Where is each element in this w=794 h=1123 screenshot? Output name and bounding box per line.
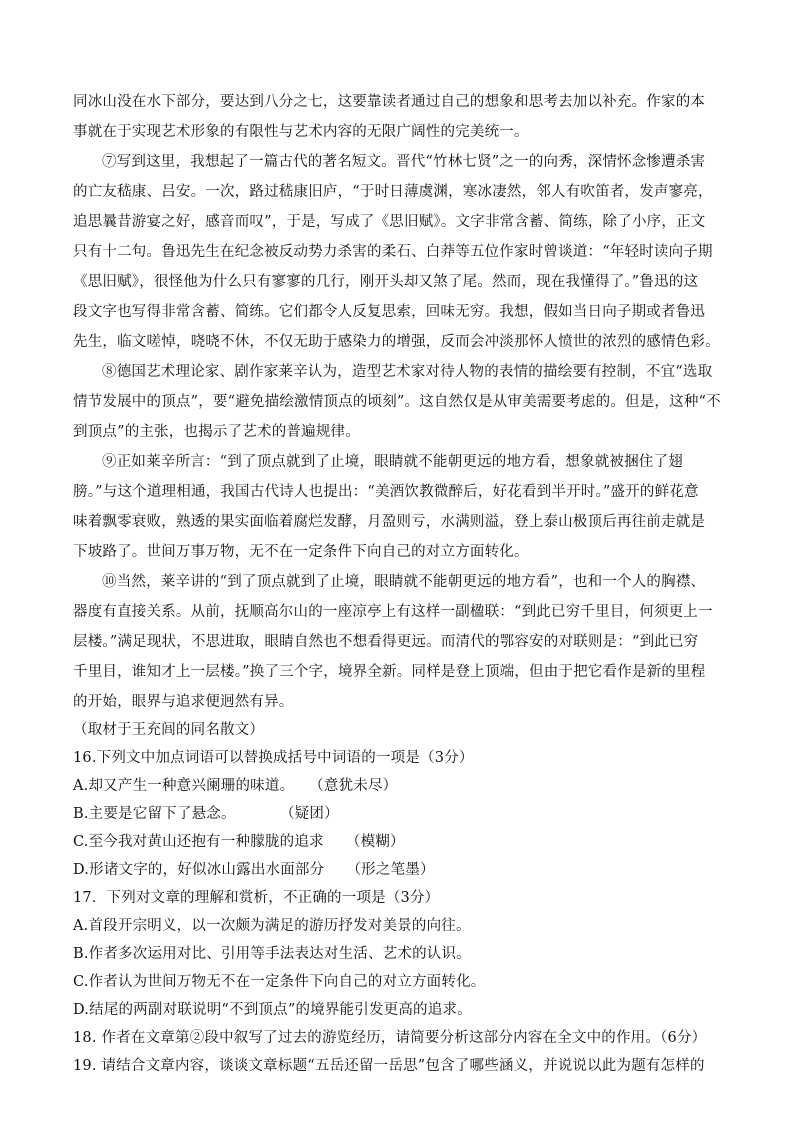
question-17: 17．下列对文章的理解和赏析，不正确的一项是（3分） bbox=[73, 890, 440, 906]
option-17-c: C.作者认为世间万物无不在一定条件下向自己的对立方面转化。 bbox=[73, 974, 486, 990]
text-line: 下坡路了。世间万事万物，无不在一定条件下向自己的对立方面转化。 bbox=[73, 544, 529, 560]
question-18: 18. 作者在文章第②段中叙写了过去的游览经历，请简要分析这部分内容在全文中的作用。（6分） bbox=[73, 1030, 707, 1046]
text-line: 先生，临文嗟悼，哓哓不休，不仅无助于感染力的增强，反而会冲淡那怀人愤世的浓烈的感情色彩。 bbox=[73, 334, 720, 350]
paragraph-8-start: ⑧德国艺术理论家、剧作家莱辛认为，造型艺术家对待人物的表情的描绘要有控制，不宜“选取 bbox=[102, 364, 713, 380]
paragraph-9-start: ⑨正如莱辛所言：“到了顶点就到了止境，眼睛就不能朝更远的地方看，想象就被捆住了翅 bbox=[102, 454, 683, 470]
text-line: 的开始，眼界与追求便迥然有异。 bbox=[73, 694, 294, 710]
paragraph-7-start: ⑦写到这里，我想起了一篇古代的著名短文。晋代“竹林七贤”之一的向秀，深情怀念惨遭杀害 bbox=[102, 154, 706, 170]
option-17-d: D.结尾的两副对联说明“不到顶点”的境界能引发更高的追求。 bbox=[73, 1002, 472, 1018]
text-line: 事就在于实现艺术形象的有限性与艺术内容的无限广阔性的完美统一。 bbox=[73, 124, 529, 140]
option-16-b: B.主要是它留下了悬念。 （疑团） bbox=[73, 806, 339, 822]
text-line: 《思旧赋》，很怪他为什么只有寥寥的几行，刚开头却又煞了尾。然而，现在我懂得了。”鲁迅的这 bbox=[73, 274, 699, 290]
text-line: 味着飘零衰败，熟透的果实面临着腐烂发酵，月盈则亏，水满则溢，登上泰山极顶后再往前走就是 bbox=[73, 514, 706, 530]
paragraph-10-start: ⑩当然，莱辛讲的“到了顶点就到了止境，眼睛就不能朝更远的地方看”，也和一个人的胸襟、 bbox=[102, 574, 706, 590]
text-line: 器度有直接关系。从前，抚顺高尔山的一座凉亭上有这样一副楹联：“到此已穷千里目，何须更上一 bbox=[73, 604, 713, 620]
text-line: 情节发展中的顶点”，要“避免描绘激情顶点的顷刻”。这自然仅是从审美需要考虑的。但是，这种“不 bbox=[73, 394, 721, 410]
question-19: 19. 请结合文章内容，谈谈文章标题“五岳还留一岳思”包含了哪些涵义，并说说以此为题有怎样的 bbox=[73, 1058, 705, 1074]
text-line: 层楼。”满足现状，不思进取，眼睛自然也不想看得更远。而清代的鄂容安的对联则是：“到此已穷 bbox=[73, 634, 699, 650]
text-line: 的亡友嵇康、吕安。一次，路过嵇康旧庐，“于时日薄虞渊，寒冰凄然，邻人有吹笛者，发声寥亮， bbox=[73, 184, 713, 200]
option-16-c: C.至今我对黄山还抱有一种朦胧的追求 （模糊） bbox=[73, 834, 405, 850]
source-note: （取材于王充闾的同名散文） bbox=[73, 722, 265, 738]
text-line: 到顶点”的主张，也揭示了艺术的普遍规律。 bbox=[73, 424, 360, 440]
text-line: 追思曩昔游宴之好，感音而叹”，于是，写成了《思旧赋》。文字非常含蓄、简练，除了小序，正文 bbox=[73, 214, 706, 230]
text-line: 只有十二句。鲁迅先生在纪念被反动势力杀害的柔石、白莽等五位作家时曾谈道：“年轻时读向子期 bbox=[73, 244, 713, 260]
text-line: 千里目，谁知才上一层楼。”换了三个字，境界全新。同样是登上顶端，但由于把它看作是新的里程 bbox=[73, 664, 706, 680]
text-line: 膀。”与这个道理相通，我国古代诗人也提出：“美酒饮教微醉后，好花看到半开时。”盛开的鲜花意 bbox=[73, 484, 699, 500]
text-line: 段文字也写得非常含蓄、简练。它们都令人反复思索，回味无穷。我想，假如当日向子期或者鲁迅 bbox=[73, 304, 706, 320]
option-16-d: D.形诸文字的，好似冰山露出水面部分 （形之笔墨） bbox=[73, 862, 435, 878]
question-16: 16.下列文中加点词语可以替换成括号中词语的一项是（3分） bbox=[73, 750, 474, 766]
option-17-b: B.作者多次运用对比、引用等手法表达对生活、艺术的认识。 bbox=[73, 946, 471, 962]
option-16-a: A.却又产生一种意兴阑珊的味道。 （意犹未尽） bbox=[73, 778, 398, 794]
text-line: 同冰山没在水下部分，要达到八分之七，这要靠读者通过自己的想象和思考去加以补充。作家的本 bbox=[73, 94, 706, 110]
option-17-a: A.首段开宗明义，以一次颇为满足的游历抒发对美景的向往。 bbox=[73, 918, 471, 934]
